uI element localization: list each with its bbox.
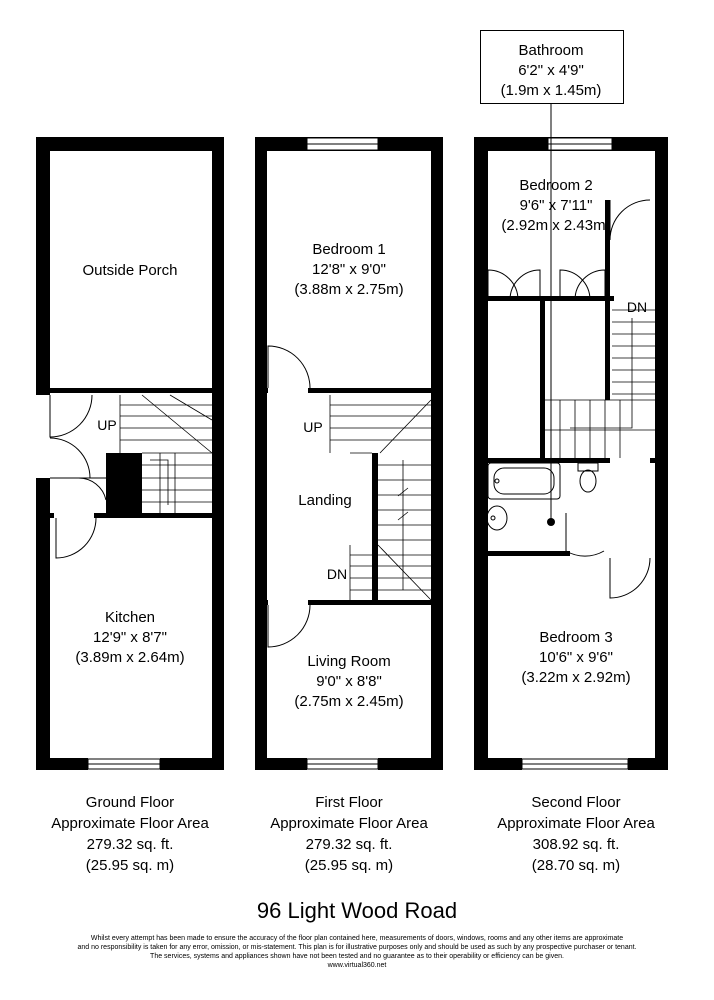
ground-front-door-swing: [50, 395, 92, 437]
second-wardrobe-door-right: [510, 270, 540, 300]
room-label-bedroom-1: [294, 240, 403, 300]
basin: [487, 506, 507, 530]
basin-tap: [491, 516, 495, 520]
room-label-living-room: [294, 652, 403, 712]
room-label-kitchen: [75, 608, 184, 668]
bathroom-fittings: [487, 463, 598, 530]
room-size-metric: (2.92m x 2.43m): [501, 217, 611, 234]
first-stair-up-label: UP: [303, 419, 323, 435]
room-name: Living Room: [307, 653, 391, 670]
second-bed3-door-gap: [610, 457, 650, 465]
room-label-landing: [298, 492, 351, 510]
disclaimer-line: The services, systems and appliances shown have not been tested and no guarantee as to their operability or efficiency can be given.: [150, 953, 564, 960]
first-south-wall-left: [255, 758, 307, 770]
second-stair-down-label: DN: [626, 299, 648, 315]
ground-south-wall-left: [36, 758, 88, 770]
room-name: Landing: [298, 492, 352, 509]
second-floor-caption: [497, 792, 655, 876]
second-stairs: [545, 310, 655, 458]
room-size-imperial: 12'9" x 8'7": [93, 629, 167, 646]
second-stair-arrow: [570, 318, 632, 428]
ground-west-wall-lower: [36, 478, 50, 770]
floor-area-sqm: (28.70 sq. m): [531, 857, 621, 874]
first-living-door-swing: [268, 605, 310, 647]
room-size-imperial: 6'2" x 4'9": [518, 62, 584, 79]
first-stair-down-label: DN: [326, 566, 348, 582]
room-size-imperial: 10'6" x 9'6": [539, 649, 613, 666]
bath-plug: [495, 479, 499, 483]
room-name: Bedroom 1: [312, 241, 386, 258]
room-size-metric: (3.22m x 2.92m): [521, 669, 631, 686]
floor-name: First Floor: [315, 794, 383, 811]
second-bed3-door-swing: [610, 558, 650, 598]
floor-area-label: Approximate Floor Area: [497, 815, 655, 832]
floor-area-sqm: (25.95 sq. m): [304, 857, 394, 874]
first-bedroom-door-gap: [268, 387, 308, 395]
floor-area-label: Approximate Floor Area: [51, 815, 209, 832]
disclaimer-line: and no responsibility is taken for any error, omission, or mis-statement. This plan is for illustrative purposes only and should be used as such by any prospective purchaser or tenant.: [77, 944, 637, 951]
disclaimer-line: Whilst every attempt has been made to ensure the accuracy of the floor plan contained here, measurements of doors, windows, rooms and any other items are approximate: [90, 935, 624, 942]
first-bedroom-door-swing: [268, 346, 310, 388]
ground-porch-partition: [36, 388, 212, 393]
room-label-bedroom-3: [521, 628, 630, 688]
ground-east-wall: [212, 137, 224, 770]
floor-area-sqft: 279.32 sq. ft.: [305, 836, 393, 853]
room-size-metric: (3.88m x 2.75m): [294, 281, 404, 298]
ground-stair-wall: [136, 453, 142, 515]
room-name: Bedroom 3: [539, 629, 613, 646]
second-bath-door-swing: [566, 513, 604, 556]
floor-name: Second Floor: [531, 794, 621, 811]
property-title: 96 Light Wood Road: [256, 898, 458, 923]
website-link[interactable]: www.virtual360.net: [327, 962, 387, 969]
ground-floor-caption: [51, 792, 209, 876]
room-size-imperial: 12'8" x 9'0": [312, 261, 386, 278]
ground-store-door-swing: [78, 478, 106, 500]
ground-front-door-gap: [36, 395, 50, 478]
bath-inner: [494, 468, 554, 494]
second-bed2-door-swing: [610, 200, 650, 240]
ground-kitchen-door-gap: [54, 512, 94, 520]
second-east-wall: [655, 137, 668, 770]
ground-south-wall-right: [160, 758, 224, 770]
floor-area-label: Approximate Floor Area: [270, 815, 428, 832]
first-living-door-gap: [268, 599, 308, 607]
ground-store-block: [106, 453, 136, 515]
second-west-wall: [474, 137, 488, 770]
room-label-bedroom-2: [501, 176, 610, 236]
second-wardrobe-divider: [540, 296, 545, 461]
toilet-bowl: [580, 470, 596, 492]
floor-area-sqft: 308.92 sq. ft.: [532, 836, 620, 853]
ground-north-wall: [36, 137, 224, 151]
first-east-wall: [431, 137, 443, 770]
room-label-bathroom: [501, 41, 602, 101]
floor-name: Ground Floor: [85, 794, 175, 811]
room-size-metric: (1.9m x 1.45m): [500, 82, 602, 99]
room-name: Kitchen: [104, 609, 156, 626]
disclaimer: [20, 934, 694, 970]
second-south-wall-left: [474, 758, 522, 770]
room-size-metric: (2.75m x 2.45m): [294, 693, 404, 710]
room-name: Bedroom 2: [519, 177, 593, 194]
first-south-wall-right: [378, 758, 443, 770]
ground-west-wall-upper: [36, 137, 50, 395]
first-stair-wall: [372, 453, 378, 603]
room-name: Bathroom: [518, 42, 584, 59]
room-size-imperial: 9'6" x 7'11": [519, 197, 593, 214]
first-floor-caption: [270, 792, 428, 876]
room-name: Outside Porch: [82, 262, 178, 279]
ground-front-door-swing-2: [50, 438, 90, 478]
room-size-metric: (3.89m x 2.64m): [75, 649, 185, 666]
floor-area-sqm: (25.95 sq. m): [85, 857, 175, 874]
ground-kitchen-door-swing: [56, 518, 96, 558]
first-west-wall: [255, 137, 267, 770]
ground-stair-arrow: [150, 460, 168, 505]
room-label-outside-porch: [82, 262, 177, 280]
second-south-wall-right: [628, 758, 668, 770]
room-size-imperial: 9'0" x 8'8": [316, 673, 382, 690]
ground-stair-up-label: UP: [97, 417, 117, 433]
floor-area-sqft: 279.32 sq. ft.: [86, 836, 174, 853]
